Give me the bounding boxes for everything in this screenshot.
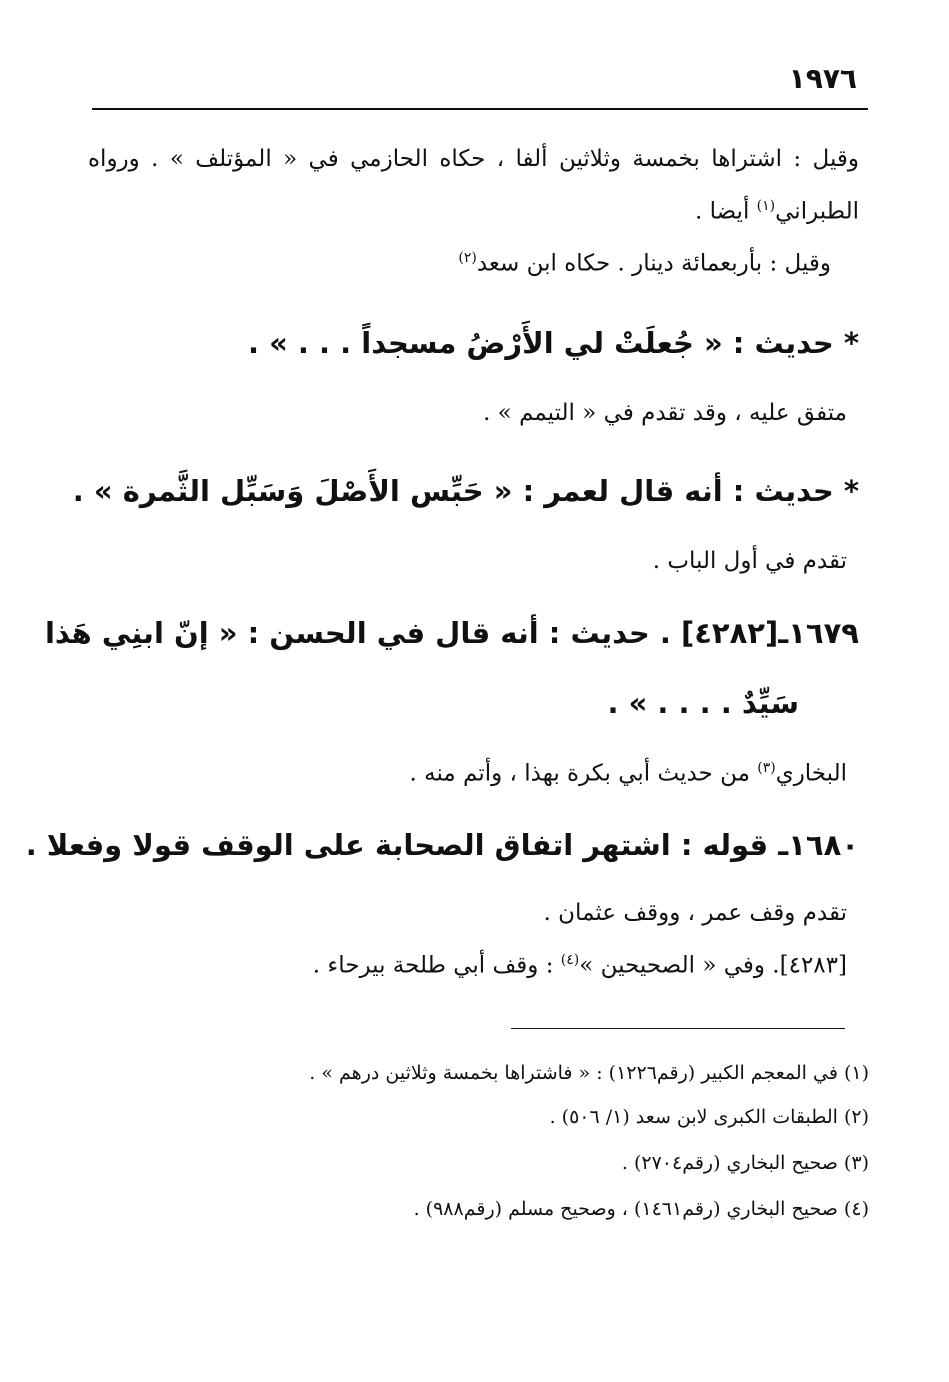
item-1679-heading-line-2: سَيِّدٌ . . . . » . <box>607 686 799 720</box>
footnote-4: (٤) صحيح البخاري (رقم١٤٦١) ، وصحيح مسلم (رقم٩٨٨) . <box>413 1198 869 1220</box>
item-1679-heading-line-1: ١٦٧٩ـ[٤٢٨٢] . حديث : أنه قال في الحسن : « إنّ ابنِي هَذا <box>44 616 859 650</box>
item-1679-note <box>88 760 847 787</box>
footnote-ref-1[interactable]: (١) <box>756 198 776 214</box>
item-1680-note-2 <box>88 952 847 979</box>
item-1680-note-1: تقدم وقف عمر ، ووقف عثمان . <box>543 900 847 926</box>
hadith-1-note: متفق عليه ، وقد تقدم في « التيمم » . <box>483 400 847 426</box>
hadith-heading-2: * حديث : أنه قال لعمر : « حَبِّس الأَصْلَ وَسَبِّل الثَّمرة » . <box>72 474 859 508</box>
aydan-text: أيضا . <box>694 198 757 225</box>
bukhari-text: البخاري <box>775 760 847 787</box>
tabarani-text: الطبراني <box>775 198 859 225</box>
footnote-rule <box>511 1028 845 1029</box>
sahihayn-text: [٤٢٨٣]. وفي « الصحيحين » <box>579 952 847 979</box>
hadith-heading-1: * حديث : « جُعلَتْ لي الأَرْضُ مسجداً . . . » . <box>247 326 859 360</box>
body-line-1: وقيل : اشتراها بخمسة وثلاثين ألفا ، حكاه الحازمي في « المؤتلف » . ورواه <box>88 146 859 172</box>
arbaamia-text: وقيل : بأربعمائة دينار . حكاه ابن سعد <box>476 250 831 277</box>
item-1680-heading: ١٦٨٠ـ قوله : اشتهر اتفاق الصحابة على الوقف قولا وفعلا . <box>25 828 859 862</box>
footnote-ref-4[interactable]: (٤) <box>560 952 580 968</box>
footnote-2: (٢) الطبقات الكبرى لابن سعد (١/ ٥٠٦) . <box>549 1106 869 1128</box>
footnote-ref-3[interactable]: (٣) <box>757 760 776 776</box>
abu-talha-text: : وقف أبي طلحة بيرحاء . <box>312 952 561 979</box>
footnote-ref-2[interactable]: (٢) <box>458 250 477 266</box>
body-line-3 <box>88 250 831 277</box>
hadith-2-note: تقدم في أول الباب . <box>652 548 847 574</box>
header-rule <box>92 108 868 110</box>
footnote-1: (١) في المعجم الكبير (رقم١٢٢٦) : « فاشتراها بخمسة وثلاثين درهم » . <box>309 1062 869 1084</box>
footnote-3: (٣) صحيح البخاري (رقم٢٧٠٤) . <box>621 1152 869 1174</box>
body-line-2 <box>88 198 859 225</box>
page-number: ١٩٧٦ <box>788 62 857 95</box>
abu-bakra-text: من حديث أبي بكرة بهذا ، وأتم منه . <box>409 760 758 787</box>
